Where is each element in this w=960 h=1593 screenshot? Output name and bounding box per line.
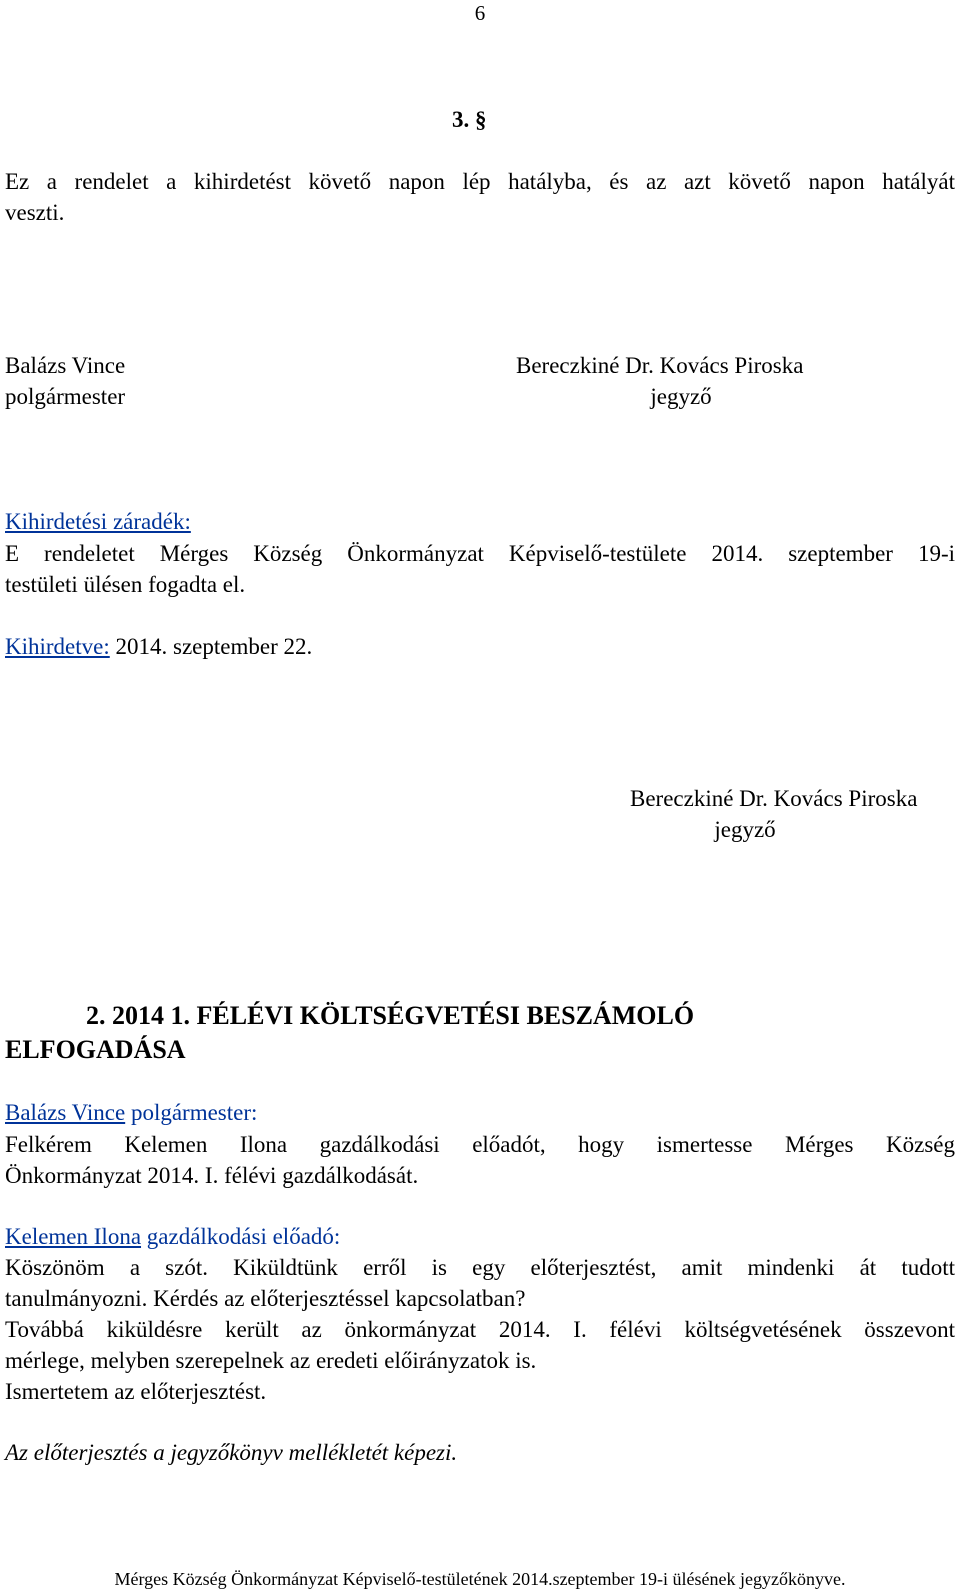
clause-text-line: E rendeletet Mérges Község Önkormányzat Képviselő-testülete 2014. szeptember 19-i	[5, 541, 955, 566]
speaker2-text-line: Ismertetem az előterjesztést.	[5, 1379, 267, 1404]
clause-text-line: testületi ülésen fogadta el.	[5, 572, 246, 597]
section-heading: 3. §	[452, 107, 487, 132]
section-text-line: Ez a rendelet a kihirdetést követő napon lép hatályba, és az azt követő napon hatályát	[5, 169, 955, 194]
clause-text	[5, 538, 955, 600]
published-date: 2014. szeptember 22.	[109, 634, 313, 659]
speaker2-text-line: tanulmányozni. Kérdés az előterjesztéssel kapcsolatban?	[5, 1286, 526, 1311]
signature-left-name: Balázs Vince	[5, 353, 126, 378]
speaker2-text	[5, 1252, 955, 1407]
clause-label: Kihirdetési záradék:	[5, 509, 191, 534]
speaker1-text-line: Felkérem Kelemen Ilona gazdálkodási előadót, hogy ismertesse Mérges Község	[5, 1132, 955, 1157]
section-text-line: veszti.	[5, 200, 65, 225]
speaker1-role: polgármester:	[125, 1100, 258, 1125]
speaker2-header	[5, 1221, 340, 1252]
signature-right-name: Bereczkiné Dr. Kovács Piroska	[516, 353, 804, 378]
speaker2-text-line: Köszönöm a szót. Kiküldtünk erről is egy előterjesztést, amit mindenki át tudott	[5, 1255, 955, 1280]
speaker2-text-line: Továbbá kiküldésre került az önkormányzat 2014. I. félévi költségvetésének összevont	[5, 1317, 955, 1342]
annex-note: Az előterjesztés a jegyzőkönyv mellékletét képezi.	[5, 1440, 458, 1465]
page-footer: Mérges Község Önkormányzat Képviselő-testületének 2014.szeptember 19-i ülésének jegyzőkönyve.	[114, 1569, 846, 1589]
agenda-heading-line2: ELFOGADÁSA	[5, 1035, 186, 1064]
speaker2-name: Kelemen Ilona	[5, 1224, 142, 1249]
signature-left-title: polgármester	[5, 384, 126, 409]
speaker2-role: gazdálkodási előadó:	[141, 1224, 341, 1249]
speaker1-text-line: Önkormányzat 2014. I. félévi gazdálkodását.	[5, 1163, 419, 1188]
speaker1-name: Balázs Vince	[5, 1100, 126, 1125]
page-number: 6	[474, 1, 486, 25]
signer-title: jegyző	[714, 817, 776, 842]
signer-name: Bereczkiné Dr. Kovács Piroska	[630, 786, 918, 811]
speaker2-text-line: mérlege, melyben szerepelnek az eredeti előirányzatok is.	[5, 1348, 537, 1373]
speaker1-text	[5, 1129, 955, 1191]
published-line	[5, 631, 312, 662]
published-label: Kihirdetve:	[5, 634, 110, 659]
speaker1-header	[5, 1097, 257, 1128]
signature-right-title: jegyző	[650, 384, 712, 409]
section-text	[5, 166, 955, 228]
agenda-heading-line1: 2. 2014 1. FÉLÉVI KÖLTSÉGVETÉSI BESZÁMOLÓ	[86, 1001, 695, 1030]
